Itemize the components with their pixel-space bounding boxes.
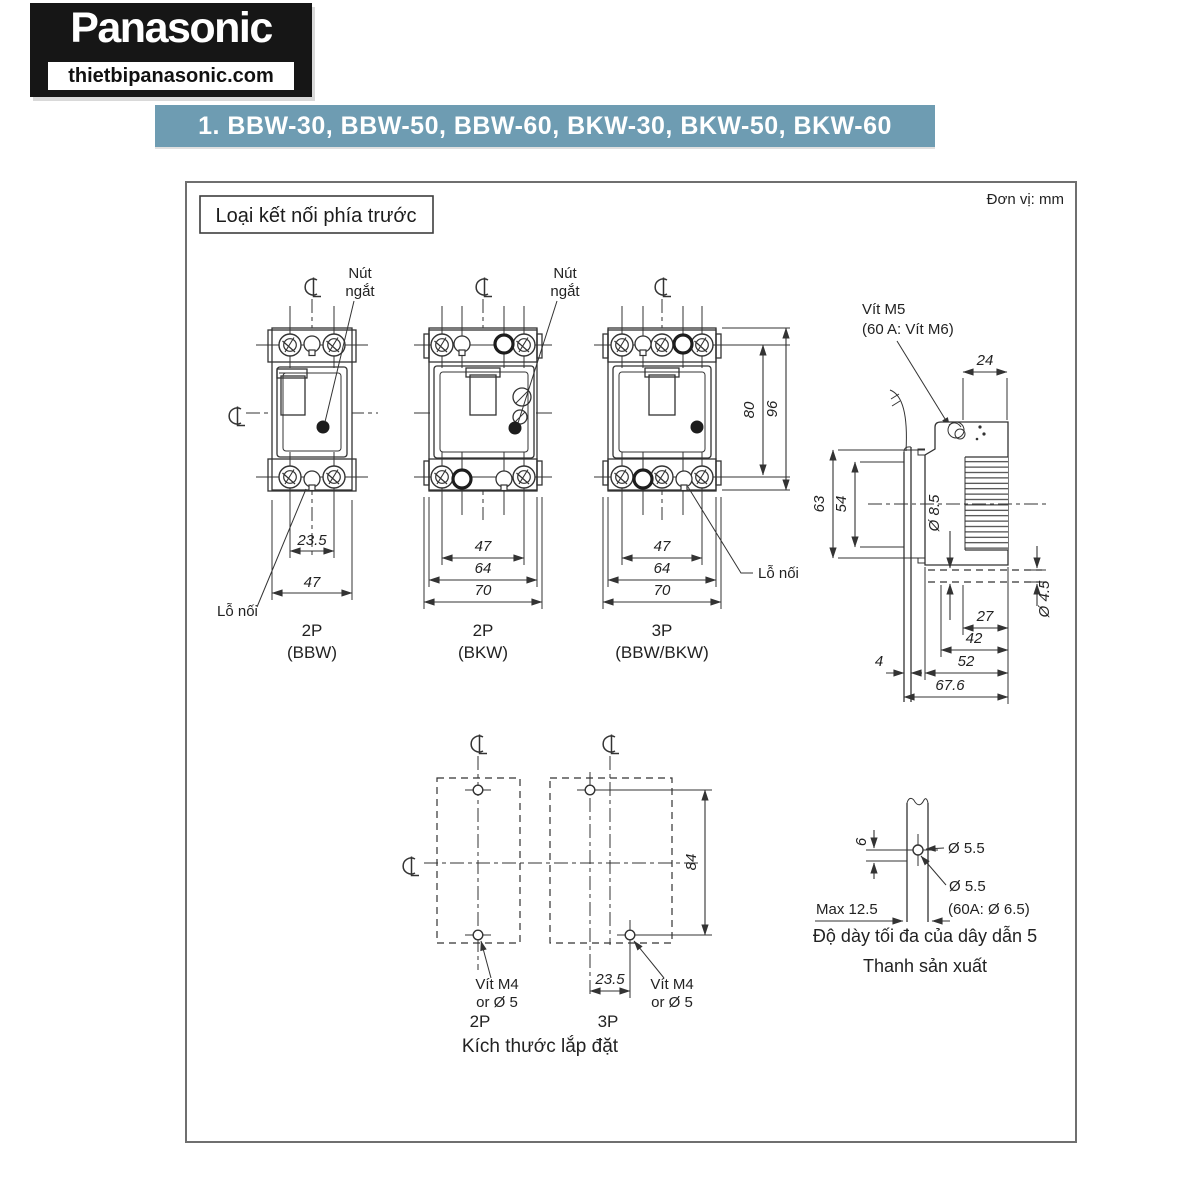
screw-m4-label: Vít M4	[475, 976, 519, 993]
dim-27: 27	[976, 608, 994, 625]
terminal-screw-icon	[513, 334, 535, 356]
trip-button-dot	[691, 421, 704, 434]
trip-button-dot	[317, 421, 330, 434]
dim-4-5: Ø 4.5	[1036, 580, 1053, 618]
trip-button-label: ngắt	[345, 283, 375, 300]
brand-wordmark: Panasonic	[70, 4, 272, 52]
connection-type-box	[200, 196, 433, 233]
dim-96: 96	[764, 400, 781, 418]
connection-hole-label: Lỗ nối	[217, 603, 258, 620]
dim-5-5: Ø 5.5	[949, 878, 986, 895]
trip-button-label: Nút	[348, 265, 372, 282]
connection-type-label: Loại kết nối phía trước	[215, 205, 417, 227]
busbar-hole	[913, 845, 923, 855]
dim-63: 63	[811, 495, 828, 513]
dim-52: 52	[957, 653, 975, 670]
connection-hole-label: Lỗ nối	[758, 565, 799, 582]
view-pole-label: 3P	[651, 621, 673, 640]
dim-4: 4	[874, 653, 884, 670]
dim-64: 64	[474, 560, 492, 577]
max-thickness-label: Max 12.5	[816, 901, 878, 918]
dim-47: 47	[474, 538, 492, 555]
terminal-screw-icon	[651, 334, 673, 356]
screw-m4-note: or Ø 5	[476, 994, 518, 1011]
busbar-caption-1: Độ dày tối đa của dây dẫn 5	[812, 926, 1038, 946]
site-label: thietbipanasonic.com	[68, 65, 274, 87]
screw-m4-note: or Ø 5	[651, 994, 693, 1011]
mount-3p-label: 3P	[597, 1012, 619, 1031]
dim-47: 47	[653, 538, 671, 555]
dim-54: 54	[833, 495, 850, 513]
busbar-caption-2: Thanh sản xuất	[862, 956, 988, 976]
dim-23-5: 23.5	[595, 971, 625, 988]
dim-42: 42	[965, 630, 983, 647]
screw-m4-label: Vít M4	[650, 976, 694, 993]
dim-70: 70	[653, 582, 671, 599]
terminal-screw-icon	[323, 466, 345, 488]
terminal-screw-icon	[611, 466, 633, 488]
terminal-screw-icon	[691, 334, 713, 356]
terminal-screw-icon	[691, 466, 713, 488]
unit-label: Đơn vị: mm	[986, 191, 1064, 208]
terminal-screw-icon	[431, 466, 453, 488]
terminal-screw-icon	[279, 466, 301, 488]
terminal-hole-icon	[495, 335, 513, 353]
terminal-hole-icon	[634, 470, 652, 488]
terminal-screw-icon	[431, 334, 453, 356]
trip-button-dot	[509, 422, 522, 435]
note-60a: (60A: Ø 6.5)	[948, 901, 1030, 918]
view-pole-label: 2P	[301, 621, 323, 640]
view-model-label: (BKW)	[457, 643, 509, 662]
terminal-hole-icon	[674, 335, 692, 353]
dim-67-6: 67.6	[935, 677, 965, 694]
dim-70: 70	[474, 582, 492, 599]
section-title-banner: 1. BBW-30, BBW-50, BBW-60, BKW-30, BKW-50, BKW-60	[155, 105, 935, 147]
dim-24: 24	[976, 352, 994, 369]
dim-23-5: 23.5	[297, 532, 327, 549]
dim-47: 47	[303, 574, 321, 591]
view-model-label: (BBW)	[286, 643, 338, 662]
terminal-screw-icon	[611, 334, 633, 356]
dim-64: 64	[653, 560, 671, 577]
screw-m5-note: (60 A: Vít M6)	[862, 321, 954, 338]
terminal-screw-icon	[279, 334, 301, 356]
view-pole-label: 2P	[472, 621, 494, 640]
dim-8-5: Ø 8.5	[926, 494, 943, 532]
terminal-screw-icon	[651, 466, 673, 488]
view-model-label: (BBW/BKW)	[615, 643, 709, 662]
dim-80: 80	[741, 401, 758, 419]
dim-84: 84	[683, 853, 700, 871]
trip-button-label: ngắt	[550, 283, 580, 300]
screw-m5-label: Vít M5	[862, 301, 906, 318]
trip-button-label: Nút	[553, 265, 577, 282]
terminal-screw-icon	[513, 466, 535, 488]
dim-5-5: Ø 5.5	[948, 840, 985, 857]
terminal-hole-icon	[453, 470, 471, 488]
mount-2p-label: 2P	[469, 1012, 491, 1031]
mounting-title: Kích thước lắp đặt	[461, 1036, 619, 1057]
dim-6: 6	[853, 837, 870, 847]
